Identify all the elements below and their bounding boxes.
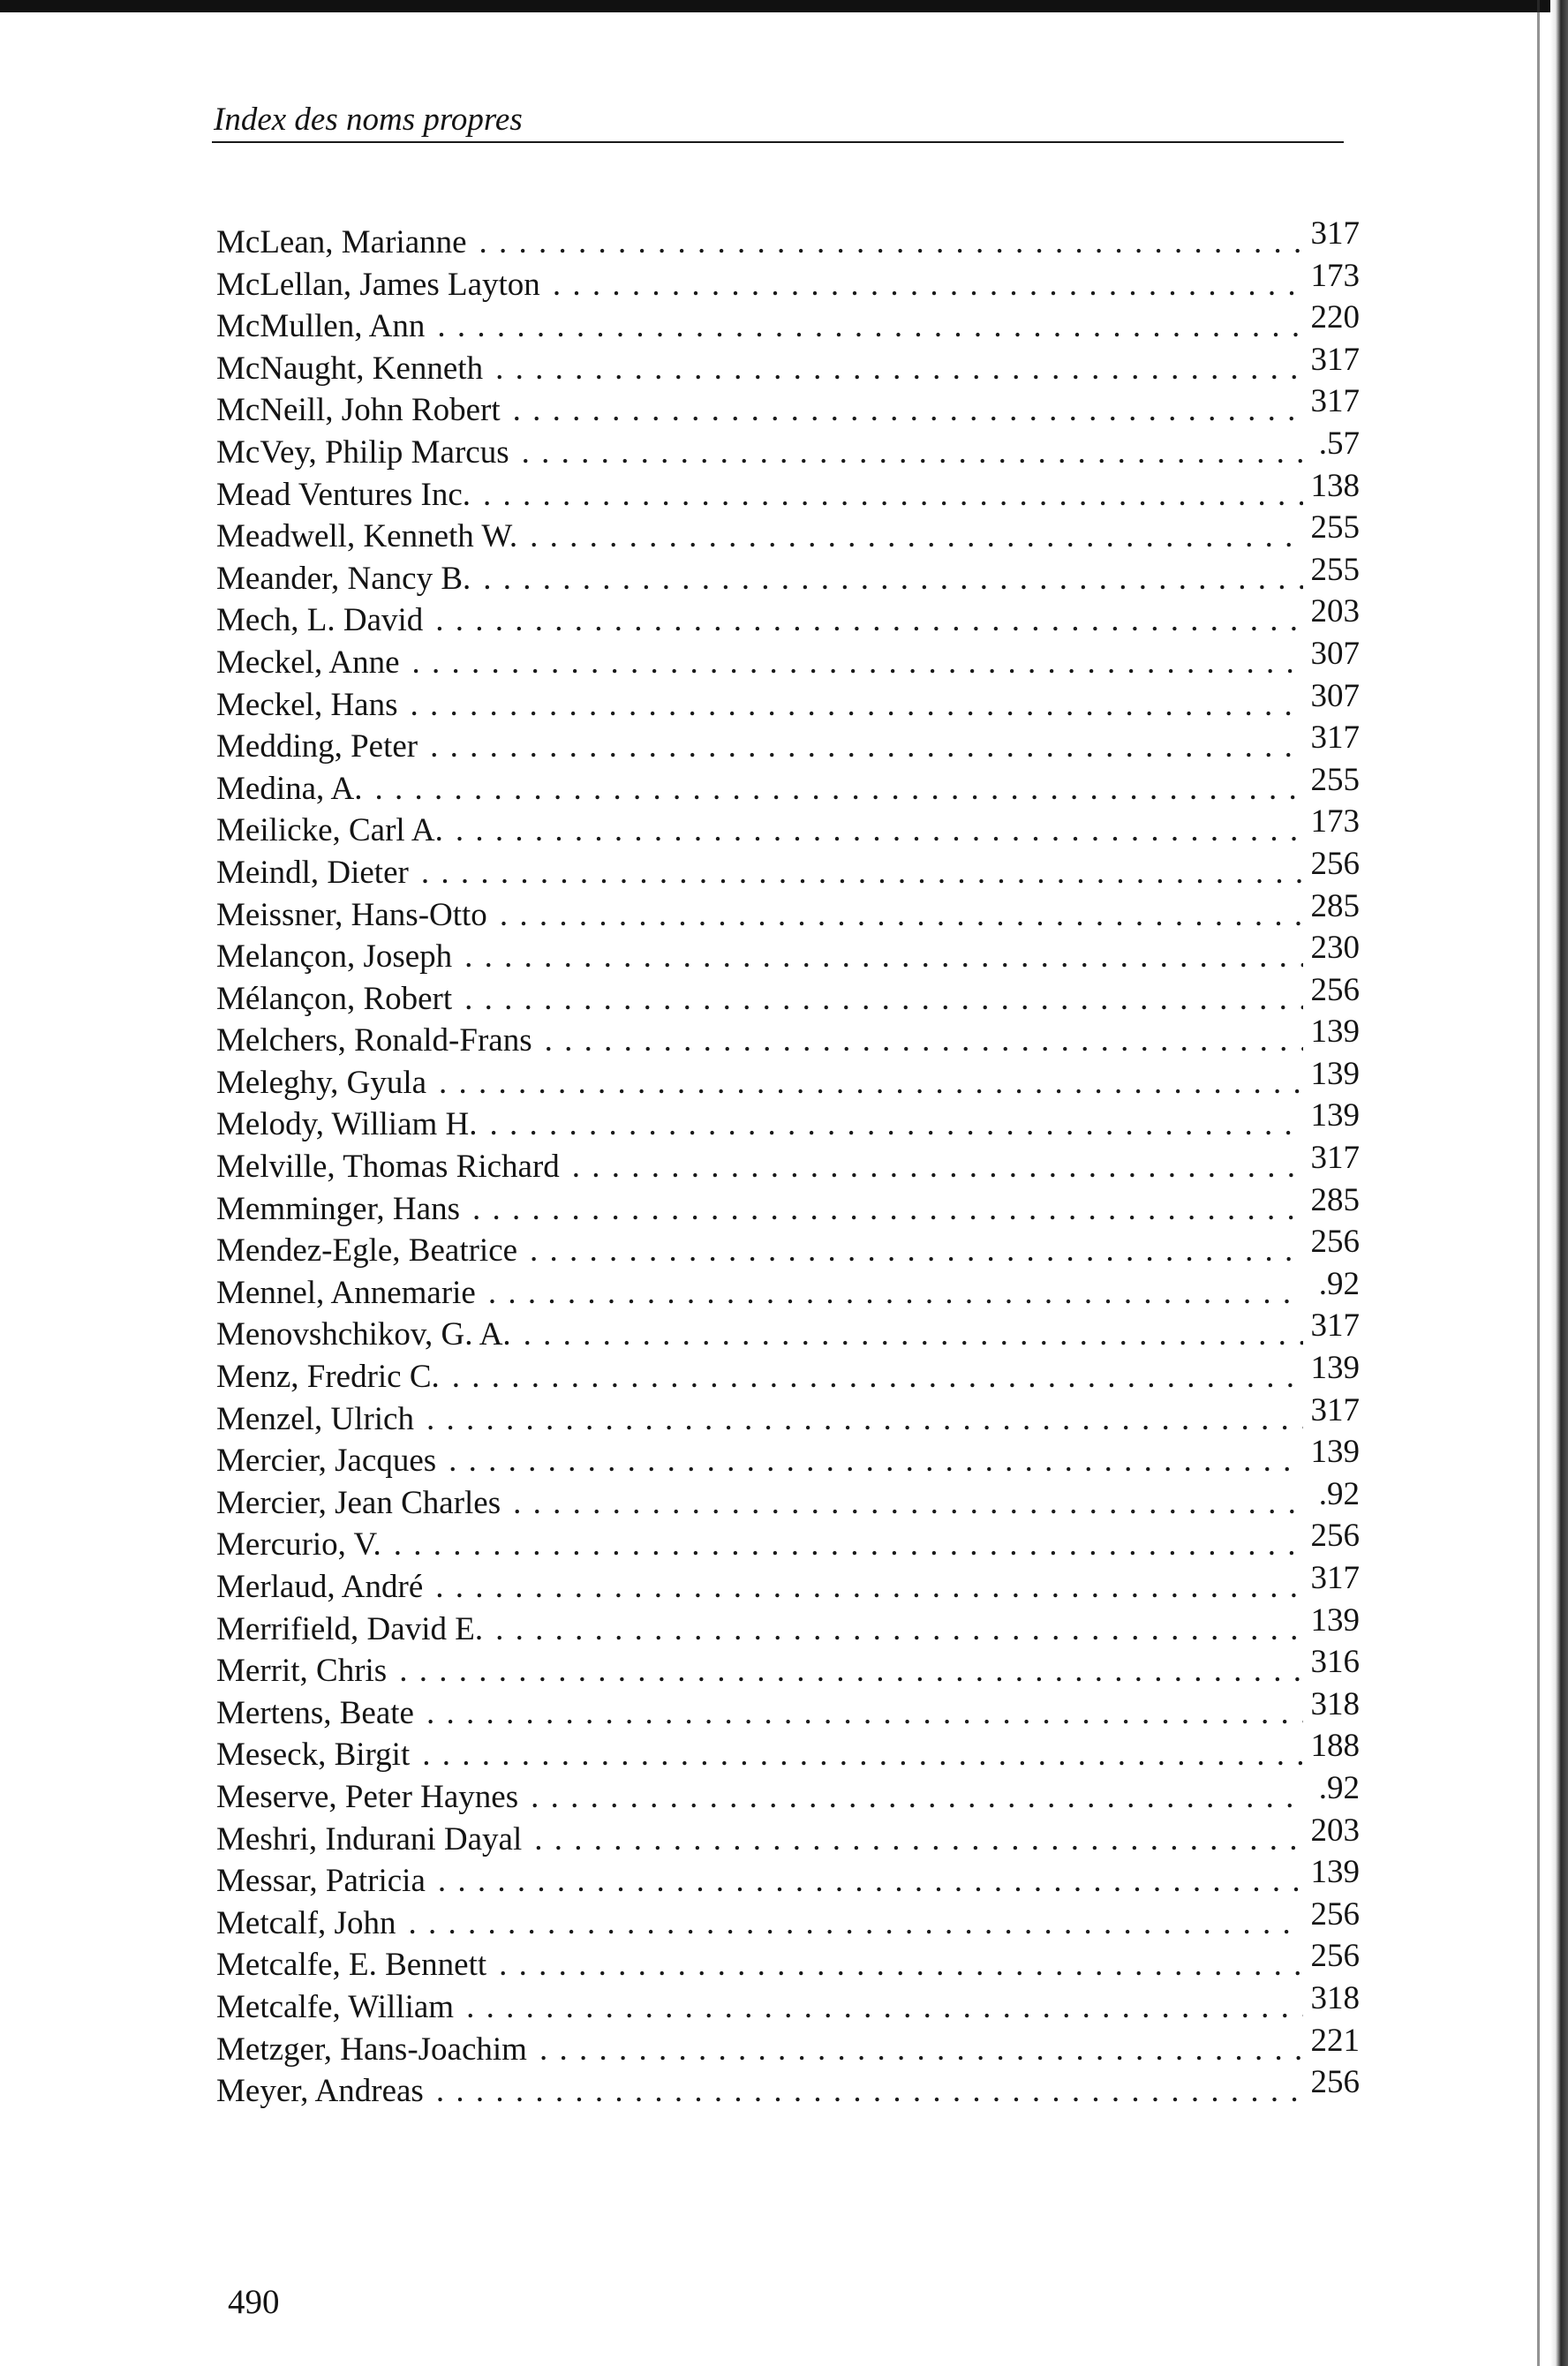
entry-name: McLellan, James Layton <box>216 266 540 303</box>
dot-leader <box>545 1020 1303 1062</box>
dot-leader <box>524 1314 1303 1356</box>
index-entry <box>216 2022 1360 2071</box>
dot-leader <box>553 264 1303 306</box>
dot-leader <box>421 852 1303 894</box>
entry-name: Merrit, Chris <box>216 1653 388 1690</box>
dot-leader <box>513 1482 1303 1525</box>
dot-leader <box>464 936 1303 978</box>
index-entry <box>216 1265 1360 1315</box>
entry-name: Mech, L. David <box>216 602 424 639</box>
scan-top-edge <box>0 0 1568 12</box>
entry-page-reference: 139 <box>1310 1854 1360 1891</box>
index-entry <box>216 803 1360 852</box>
index-entry <box>216 1055 1360 1104</box>
entry-page-reference: 139 <box>1310 1013 1360 1051</box>
index-entry <box>216 1518 1360 1566</box>
entry-name: Meyer, Andreas <box>216 2073 424 2110</box>
index-entry <box>216 1728 1360 1776</box>
index-entry <box>216 1434 1360 1482</box>
index-entry <box>216 1224 1360 1272</box>
index-entry <box>216 1475 1360 1525</box>
entry-page-reference: 318 <box>1310 1979 1360 2016</box>
entry-name: Meleghy, Gyula <box>216 1064 427 1101</box>
entry-page-reference: .57 <box>1318 425 1360 462</box>
dot-leader <box>483 474 1303 516</box>
index-entry <box>216 341 1360 390</box>
entry-page-reference: 255 <box>1310 761 1360 798</box>
index-entry <box>216 1181 1360 1231</box>
dot-leader <box>495 1609 1303 1651</box>
entry-page-reference: 317 <box>1310 1560 1360 1596</box>
dot-leader <box>430 726 1303 768</box>
dot-leader <box>426 1692 1303 1735</box>
index-entry <box>216 1013 1360 1062</box>
dot-leader <box>464 978 1303 1021</box>
running-head-title: Index des noms propres <box>214 102 523 138</box>
index-entry <box>216 1307 1360 1356</box>
entry-name: Meserve, Peter Haynes <box>216 1778 519 1815</box>
entry-name: Meindl, Dieter <box>216 854 409 891</box>
index-entry <box>216 887 1360 937</box>
entry-name: Mercurio, V. <box>216 1526 381 1564</box>
entry-name: Mennel, Annemarie <box>216 1274 476 1311</box>
entry-name: Menovshchikov, G. A. <box>216 1316 511 1353</box>
entry-name: Meissner, Hans-Otto <box>216 896 487 933</box>
entry-page-reference: 318 <box>1310 1685 1360 1722</box>
entry-page-reference: 256 <box>1310 1224 1360 1261</box>
entry-page-reference: 317 <box>1310 383 1360 420</box>
index-entry-list <box>216 215 1360 2113</box>
entry-page-reference: 138 <box>1310 467 1360 504</box>
dot-leader <box>394 1524 1303 1566</box>
index-entry <box>216 1895 1360 1945</box>
entry-name: Melançon, Joseph <box>216 938 453 976</box>
entry-page-reference: 203 <box>1310 1812 1360 1849</box>
entry-page-reference: 139 <box>1310 1434 1360 1471</box>
dot-leader <box>472 1188 1303 1231</box>
entry-name: Metcalfe, E. Bennett <box>216 1947 487 1984</box>
page-number: 490 <box>228 2283 280 2321</box>
entry-name: Melchers, Ronald-Frans <box>216 1022 532 1059</box>
entry-name: Medding, Peter <box>216 728 418 765</box>
entry-page-reference: 139 <box>1310 1097 1360 1134</box>
dot-leader <box>530 1230 1303 1272</box>
entry-name: Mendez-Egle, Beatrice <box>216 1232 518 1270</box>
entry-name: Meander, Nancy B. <box>216 560 471 597</box>
index-entry <box>216 593 1360 642</box>
dot-leader <box>534 1819 1303 1861</box>
dot-leader <box>449 1440 1303 1482</box>
index-entry <box>216 635 1360 684</box>
entry-page-reference: 256 <box>1310 845 1360 882</box>
entry-page-reference: 173 <box>1310 803 1360 840</box>
index-entry <box>216 1350 1360 1398</box>
entry-page-reference: 230 <box>1310 930 1360 967</box>
entry-name: Merrifield, David E. <box>216 1610 484 1647</box>
index-entry <box>216 761 1360 810</box>
dot-leader <box>452 1356 1303 1398</box>
entry-page-reference: 256 <box>1310 1895 1360 1933</box>
index-entry <box>216 1685 1360 1735</box>
entry-page-reference: .92 <box>1318 1265 1360 1302</box>
entry-name: Meckel, Hans <box>216 686 398 723</box>
entry-name: McNeill, John Robert <box>216 392 501 429</box>
entry-page-reference: 255 <box>1310 509 1360 546</box>
entry-page-reference: 317 <box>1310 720 1360 757</box>
index-entry <box>216 1854 1360 1903</box>
entry-name: McMullen, Ann <box>216 308 426 345</box>
entry-page-reference: 221 <box>1310 2022 1360 2059</box>
dot-leader <box>422 1734 1303 1776</box>
entry-page-reference: 256 <box>1310 971 1360 1008</box>
entry-name: Meshri, Indurani Dayal <box>216 1820 523 1857</box>
index-entry <box>216 299 1360 348</box>
index-entry <box>216 2064 1360 2113</box>
index-entry <box>216 1979 1360 2029</box>
dot-leader <box>436 2070 1303 2113</box>
index-entry <box>216 845 1360 894</box>
entry-page-reference: 255 <box>1310 551 1360 588</box>
dot-leader <box>522 432 1303 474</box>
index-entry <box>216 930 1360 978</box>
entry-name: McLean, Marianne <box>216 224 467 260</box>
entry-name: McVey, Philip Marcus <box>216 433 509 471</box>
entry-name: Mead Ventures Inc. <box>216 476 471 513</box>
entry-name: Menz, Fredric C. <box>216 1359 440 1396</box>
dot-leader <box>435 1566 1303 1609</box>
index-entry <box>216 1812 1360 1861</box>
entry-name: Mercier, Jean Charles <box>216 1484 501 1521</box>
entry-name: McNaught, Kenneth <box>216 350 484 387</box>
entry-page-reference: 307 <box>1310 677 1360 714</box>
scan-binding-shadow <box>1537 0 1540 2366</box>
entry-page-reference: 285 <box>1310 887 1360 924</box>
dot-leader <box>437 305 1303 348</box>
dot-leader <box>374 768 1303 810</box>
entry-page-reference: 173 <box>1310 257 1360 294</box>
entry-name: Meilicke, Carl A. <box>216 812 443 849</box>
dot-leader <box>456 810 1303 852</box>
entry-page-reference: 317 <box>1310 1307 1360 1345</box>
entry-page-reference: 317 <box>1310 215 1360 252</box>
dot-leader <box>495 348 1303 390</box>
index-entry <box>216 971 1360 1021</box>
index-entry <box>216 257 1360 306</box>
entry-name: Messar, Patricia <box>216 1863 426 1900</box>
index-entry <box>216 720 1360 768</box>
index-entry <box>216 1769 1360 1819</box>
entry-page-reference: 188 <box>1310 1728 1360 1765</box>
index-entry <box>216 425 1360 474</box>
dot-leader <box>483 558 1303 600</box>
scan-right-edge <box>1550 0 1568 2366</box>
dot-leader <box>530 516 1303 558</box>
entry-page-reference: 317 <box>1310 1140 1360 1177</box>
entry-page-reference: 317 <box>1310 1391 1360 1428</box>
dot-leader <box>399 1650 1303 1692</box>
dot-leader <box>466 1986 1303 2029</box>
dot-leader <box>408 1903 1303 1945</box>
entry-name: Mercier, Jacques <box>216 1443 437 1480</box>
entry-page-reference: 220 <box>1310 299 1360 336</box>
entry-page-reference: 139 <box>1310 1350 1360 1387</box>
index-entry <box>216 1644 1360 1692</box>
entry-name: Meadwell, Kenneth W. <box>216 518 518 555</box>
entry-name: Metcalf, John <box>216 1904 396 1941</box>
entry-page-reference: 307 <box>1310 635 1360 672</box>
entry-page-reference: 316 <box>1310 1644 1360 1681</box>
dot-leader <box>531 1776 1303 1819</box>
entry-page-reference: .92 <box>1318 1475 1360 1512</box>
index-entry <box>216 383 1360 432</box>
dot-leader <box>513 389 1303 432</box>
entry-page-reference: 317 <box>1310 341 1360 378</box>
entry-page-reference: 256 <box>1310 1518 1360 1555</box>
entry-name: Meckel, Anne <box>216 644 400 681</box>
entry-name: Metzger, Hans-Joachim <box>216 2031 527 2068</box>
index-entry <box>216 215 1360 264</box>
entry-name: Meseck, Birgit <box>216 1737 411 1774</box>
index-entry <box>216 551 1360 600</box>
entry-page-reference: 139 <box>1310 1055 1360 1092</box>
dot-leader <box>439 1062 1303 1104</box>
dot-leader <box>490 1104 1303 1146</box>
dot-leader <box>435 599 1303 642</box>
index-entry <box>216 1391 1360 1441</box>
entry-name: Mélançon, Robert <box>216 980 453 1017</box>
entry-name: Memminger, Hans <box>216 1190 460 1227</box>
index-entry <box>216 467 1360 516</box>
entry-page-reference: 256 <box>1310 2064 1360 2101</box>
entry-name: Metcalfe, William <box>216 1988 455 2025</box>
dot-leader <box>438 1860 1303 1903</box>
dot-leader <box>426 1398 1303 1441</box>
index-entry <box>216 1601 1360 1651</box>
dot-leader <box>572 1146 1303 1188</box>
index-entry <box>216 677 1360 727</box>
entry-name: Medina, A. <box>216 770 363 807</box>
entry-page-reference: 285 <box>1310 1181 1360 1218</box>
entry-name: Melody, William H. <box>216 1106 478 1143</box>
dot-leader <box>479 222 1303 264</box>
dot-leader <box>411 684 1304 727</box>
dot-leader <box>412 642 1303 684</box>
entry-name: Mertens, Beate <box>216 1694 414 1731</box>
entry-page-reference: .92 <box>1318 1769 1360 1806</box>
dot-leader <box>488 1272 1303 1315</box>
entry-page-reference: 256 <box>1310 1938 1360 1975</box>
dot-leader <box>500 894 1303 937</box>
entry-page-reference: 139 <box>1310 1601 1360 1639</box>
dot-leader <box>539 2029 1303 2071</box>
index-entry <box>216 1140 1360 1188</box>
entry-page-reference: 203 <box>1310 593 1360 630</box>
entry-name: Menzel, Ulrich <box>216 1400 414 1437</box>
dot-leader <box>499 1944 1303 1986</box>
entry-name: Melville, Thomas Richard <box>216 1149 560 1186</box>
index-entry <box>216 509 1360 558</box>
index-entry <box>216 1560 1360 1609</box>
index-entry <box>216 1097 1360 1146</box>
running-head <box>212 95 1344 143</box>
index-entry <box>216 1938 1360 1986</box>
entry-name: Merlaud, André <box>216 1569 424 1605</box>
